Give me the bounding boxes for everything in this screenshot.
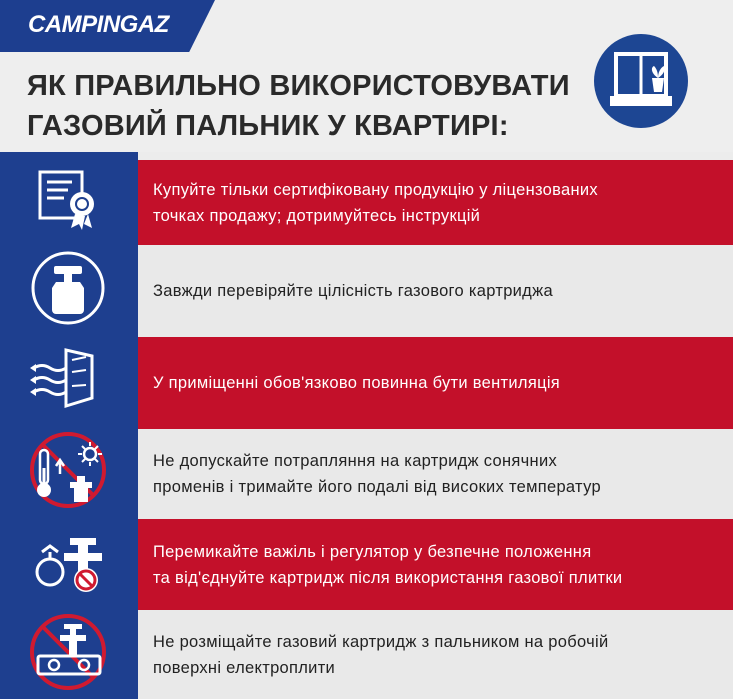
rule-row-4 (138, 429, 733, 519)
rule-text (138, 177, 598, 229)
rule-line: Не розміщайте газовий картридж з пальником на робочій (153, 632, 609, 651)
header (0, 0, 733, 152)
no-electric-stove-icon (20, 612, 116, 692)
title-line-2: ГАЗОВИЙ ПАЛЬНИК У КВАРТИРІ: (27, 110, 509, 142)
title-line-1: ЯК ПРАВИЛЬНО ВИКОРИСТОВУВАТИ (27, 70, 570, 102)
no-heat-sun-icon (20, 430, 116, 510)
gas-cartridge-icon (20, 248, 116, 328)
campingaz-logo: CAMPINGAZ (28, 11, 169, 38)
rule-line: Купуйте тільки сертифіковану продукцію у ліцензованих (153, 180, 598, 199)
ventilation-window-icon (20, 338, 116, 418)
rule-text (138, 278, 553, 304)
rule-row-3 (138, 337, 733, 429)
certificate-icon (20, 158, 116, 238)
rule-text (138, 539, 622, 591)
rule-row-1 (138, 160, 733, 245)
rule-line: Завжди перевіряйте цілісність газового картриджа (153, 282, 553, 300)
window-with-plant-icon (594, 34, 688, 128)
rule-text (138, 629, 608, 681)
rule-row-2 (138, 245, 733, 337)
rule-line: та від'єднуйте картридж після використання газової плитки (153, 568, 623, 587)
sidebar (0, 152, 138, 699)
rule-line: У приміщенні обов'язково повинна бути вентиляція (153, 374, 561, 392)
rule-line: поверхні електроплити (153, 658, 336, 677)
rule-text (138, 448, 601, 500)
rule-row-6 (138, 610, 733, 699)
rule-line: Не допускайте потрапляння на картридж сонячних (153, 452, 558, 470)
rule-line: Перемикайте важіль і регулятор у безпечне положення (153, 542, 592, 561)
rule-line: променів і тримайте його подалі від високих температур (153, 478, 601, 496)
valve-off-icon (20, 522, 116, 602)
page-title (27, 66, 587, 146)
rule-row-5 (138, 519, 733, 610)
rule-text (138, 370, 560, 396)
rule-line: точках продажу; дотримуйтесь інструкцій (153, 206, 481, 225)
